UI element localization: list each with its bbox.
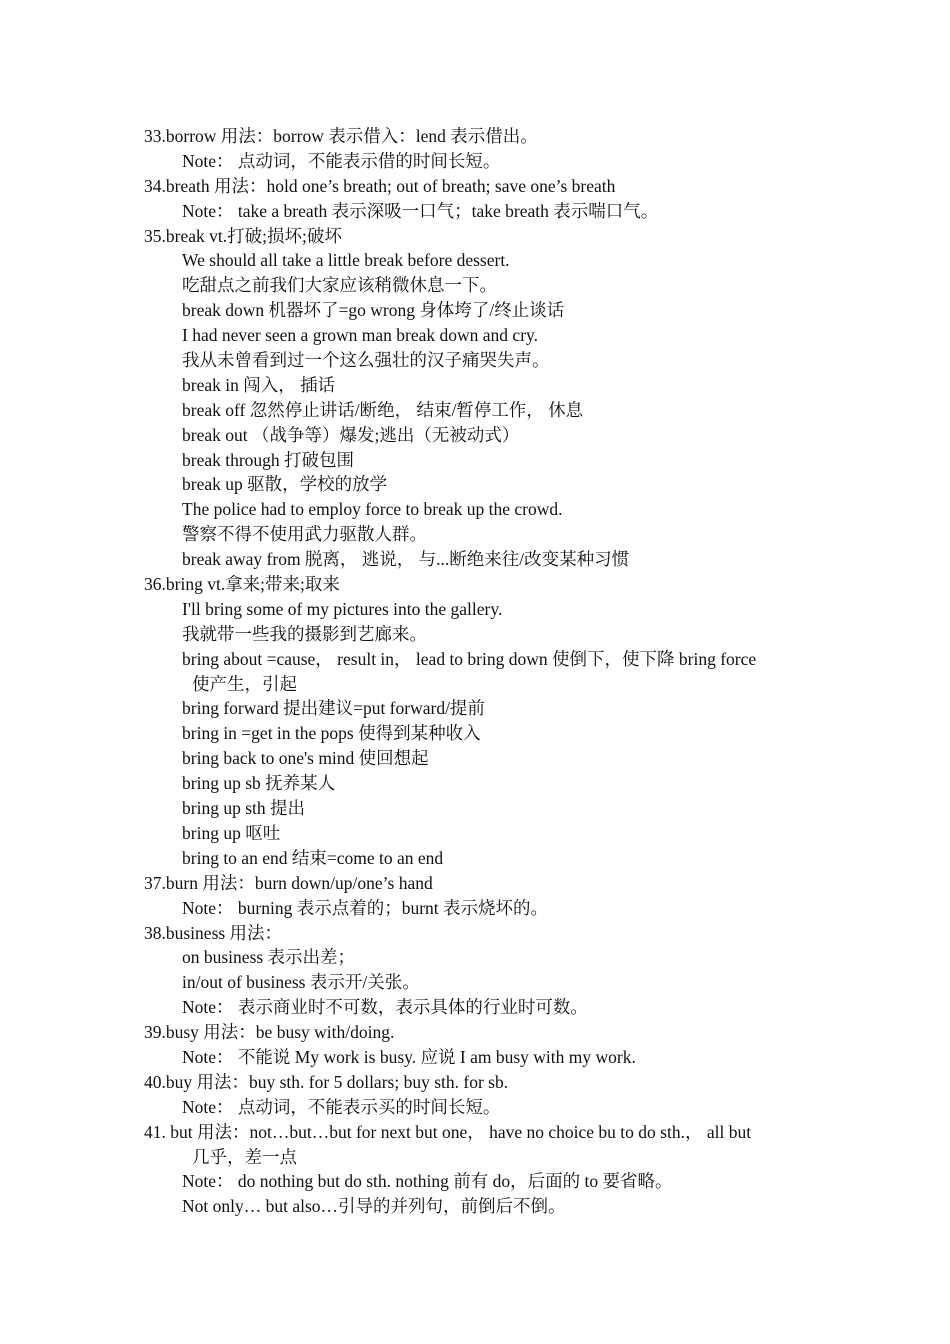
entry-heading: 39.busy 用法：be busy with/doing.	[144, 1022, 395, 1043]
entry-line: bring to an end 结束=come to an end	[182, 847, 444, 868]
entry-line: I had never seen a grown man break down and cry.	[182, 325, 539, 346]
continuation-line: 几乎，差一点	[192, 1146, 297, 1167]
document-body	[144, 124, 810, 1219]
entry-heading: 36.bring vt.拿来;带来;取来	[144, 574, 340, 595]
entry-line: break in 闯入， 插话	[182, 374, 336, 395]
entry-line: in/out of business 表示开/关张。	[182, 972, 420, 993]
entry-line: break up 驱散，学校的放学	[182, 474, 388, 495]
entry-line: Note： 表示商业时不可数，表示具体的行业时可数。	[182, 997, 588, 1018]
entry-line: 警察不得不使用武力驱散人群。	[182, 524, 427, 545]
entry-line: bring up sb 抚养某人	[182, 773, 336, 794]
entry-heading: 34.breath 用法：hold one’s breath; out of breath; save one’s breath	[144, 175, 616, 196]
entry-line: bring in =get in the pops 使得到某种收入	[182, 723, 481, 744]
entry-line: break through 打破包围	[182, 449, 355, 470]
entry-heading: 33.borrow 用法：borrow 表示借入：lend 表示借出。	[144, 126, 538, 146]
entry-line: Note： 点动词，不能表示借的时间长短。	[182, 150, 501, 171]
entry-line: 吃甜点之前我们大家应该稍微休息一下。	[182, 275, 497, 296]
entry-line: bring about =cause， result in， lead to bring down 使倒下，使下降 bring force	[182, 648, 757, 669]
entry-line: The police had to employ force to break up the crowd.	[182, 499, 563, 520]
entry-line: bring forward 提出建议=put forward/提前	[182, 698, 485, 719]
entry-line: Note： burning 表示点着的；burnt 表示烧坏的。	[182, 897, 549, 918]
entry-line: Note： do nothing but do sth. nothing 前有 do，后面的 to 要省略。	[182, 1171, 673, 1192]
entry-heading: 40.buy 用法：buy sth. for 5 dollars; buy sth. for sb.	[144, 1071, 509, 1092]
entry-line: bring back to one's mind 使回想起	[182, 748, 429, 769]
entry-line: break out （战争等）爆发;逃出（无被动式）	[182, 424, 520, 445]
entry-heading: 35.break vt.打破;损坏;破坏	[144, 225, 342, 246]
entry-line: I'll bring some of my pictures into the gallery.	[182, 598, 503, 619]
entry-line: bring up 呕吐	[182, 822, 281, 843]
entry-line: on business 表示出差；	[182, 947, 356, 968]
entry-line: break down 机器坏了=go wrong 身体垮了/终止谈话	[182, 300, 565, 321]
entry-line: bring up sth 提出	[182, 798, 305, 819]
entry-heading: 38.business 用法：	[144, 922, 283, 943]
entry-line: break away from 脱离， 逃说， 与...断绝来往/改变某种习惯	[182, 549, 630, 570]
entry-line: Note： 点动词，不能表示买的时间长短。	[182, 1096, 501, 1117]
entry-line: Note： take a breath 表示深吸一口气；take breath 表示喘口气。	[182, 200, 659, 221]
entry-heading: 41. but 用法：not…but…but for next but one， have no choice bu to do sth.， all but	[144, 1121, 752, 1142]
entry-line: Note： 不能说 My work is busy. 应说 I am busy with my work.	[182, 1046, 636, 1067]
entry-heading: 37.burn 用法：burn down/up/one’s hand	[144, 872, 433, 893]
entry-line: 我就带一些我的摄影到艺廊来。	[182, 623, 427, 644]
continuation-line: 使产生，引起	[192, 673, 297, 694]
entry-line: We should all take a little break before dessert.	[182, 250, 510, 271]
entry-line: Not only… but also…引导的并列句，前倒后不倒。	[182, 1196, 566, 1217]
entry-line: break off 忽然停止讲话/断绝， 结束/暂停工作， 休息	[182, 399, 584, 420]
entry-line: 我从未曾看到过一个这么强壮的汉子痛哭失声。	[182, 350, 550, 371]
